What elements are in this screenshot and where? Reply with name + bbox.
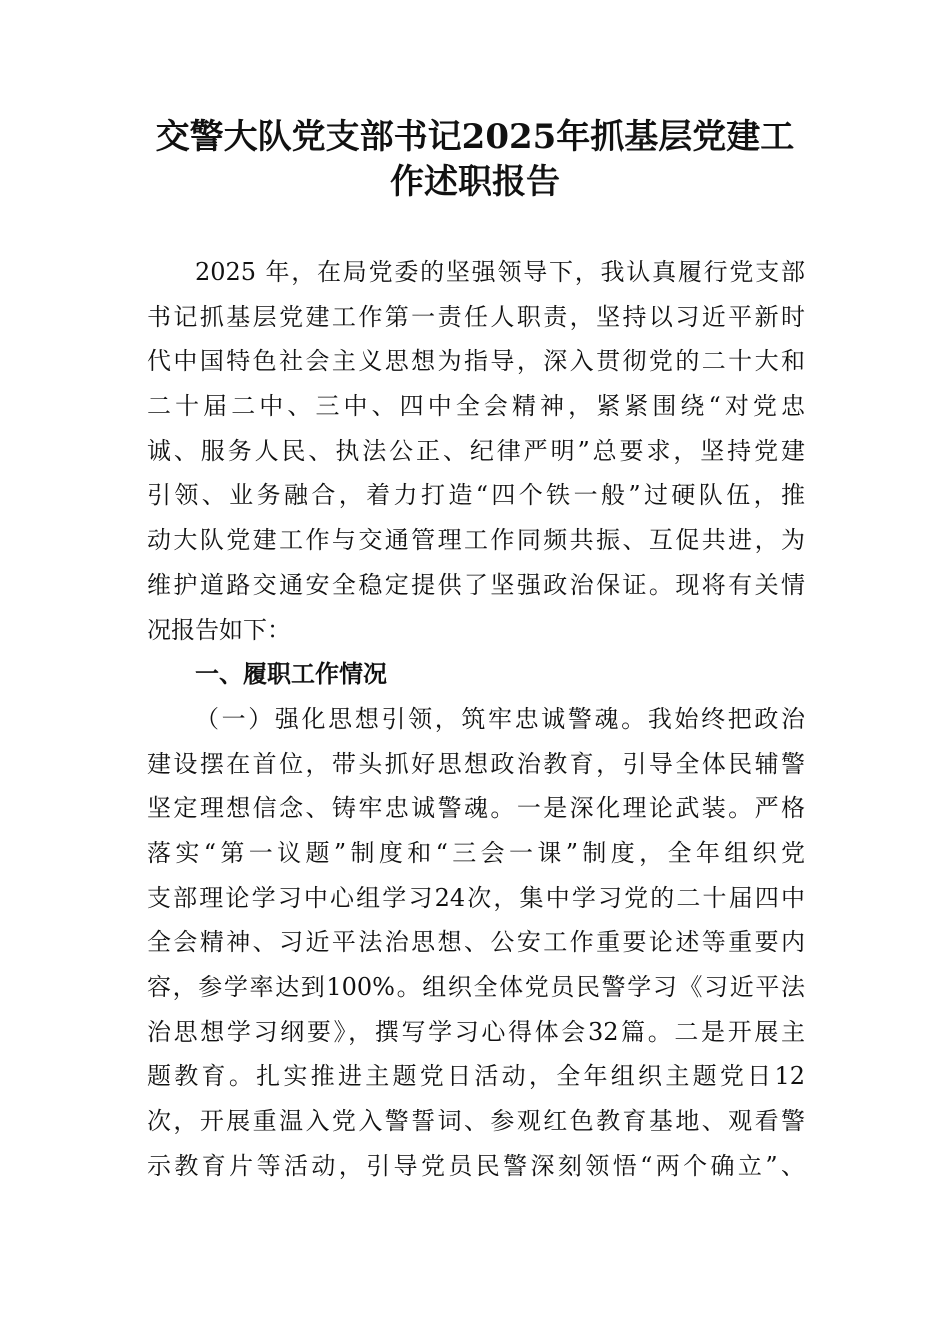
title-line-1: 交警大队党支部书记2025年抓基层党建工	[155, 117, 795, 157]
paragraph-line: 支部理论学习中心组学习24次，集中学习党的二十届四中	[147, 883, 805, 912]
document-title	[100, 115, 850, 205]
title-line-2: 作述职报告	[390, 162, 560, 202]
subsection-paragraph	[147, 697, 805, 1189]
paragraph-line: 动大队党建工作与交通管理工作同频共振、互促共进，为	[147, 526, 805, 555]
paragraph-line: 建设摆在首位，带头抓好思想政治教育，引导全体民辅警	[147, 749, 805, 778]
paragraph-line: 治思想学习纲要》，撰写学习心得体会32篇。二是开展主	[147, 1017, 805, 1046]
paragraph-line: 2025 年，在局党委的坚强领导下，我认真履行党支部	[195, 258, 805, 286]
paragraph-line: 落实“第一议题”制度和“三会一课”制度，全年组织党	[147, 838, 805, 867]
paragraph-line: 二十届二中、三中、四中全会精神，紧紧围绕“对党忠	[147, 392, 805, 421]
paragraph-line: 容，参学率达到100%。组织全体党员民警学习《习近平法	[147, 973, 805, 1001]
paragraph-line: 引领、业务融合，着力打造“四个铁一般”过硬队伍，推	[147, 481, 805, 510]
paragraph-line: 代中国特色社会主义思想为指导，深入贯彻党的二十大和	[147, 347, 805, 376]
paragraph-line: 示教育片等活动，引导党员民警深刻领悟“两个确立”、	[147, 1151, 805, 1180]
paragraph-line: 全会精神、习近平法治思想、公安工作重要论述等重要内	[147, 928, 805, 957]
paragraph-line: 坚定理想信念、铸牢忠诚警魂。一是深化理论武装。严格	[147, 794, 805, 823]
paragraph-line: 题教育。扎实推进主题党日活动，全年组织主题党日12	[147, 1062, 805, 1091]
paragraph-line: 况报告如下：	[147, 615, 291, 644]
paragraph-line: 书记抓基层党建工作第一责任人职责，坚持以习近平新时	[147, 302, 805, 331]
document-body	[147, 250, 805, 1188]
paragraph-line: 次，开展重温入党入警誓词、参观红色教育基地、观看警	[147, 1107, 805, 1136]
intro-paragraph	[147, 250, 805, 652]
section-heading: 一、履职工作情况	[195, 660, 387, 689]
paragraph-line: 诚、服务人民、执法公正、纪律严明”总要求，坚持党建	[147, 436, 805, 465]
paragraph-line: 维护道路交通安全稳定提供了坚强政治保证。现将有关情	[147, 570, 805, 599]
paragraph-line: （一）强化思想引领，筑牢忠诚警魂。我始终把政治	[195, 704, 805, 733]
